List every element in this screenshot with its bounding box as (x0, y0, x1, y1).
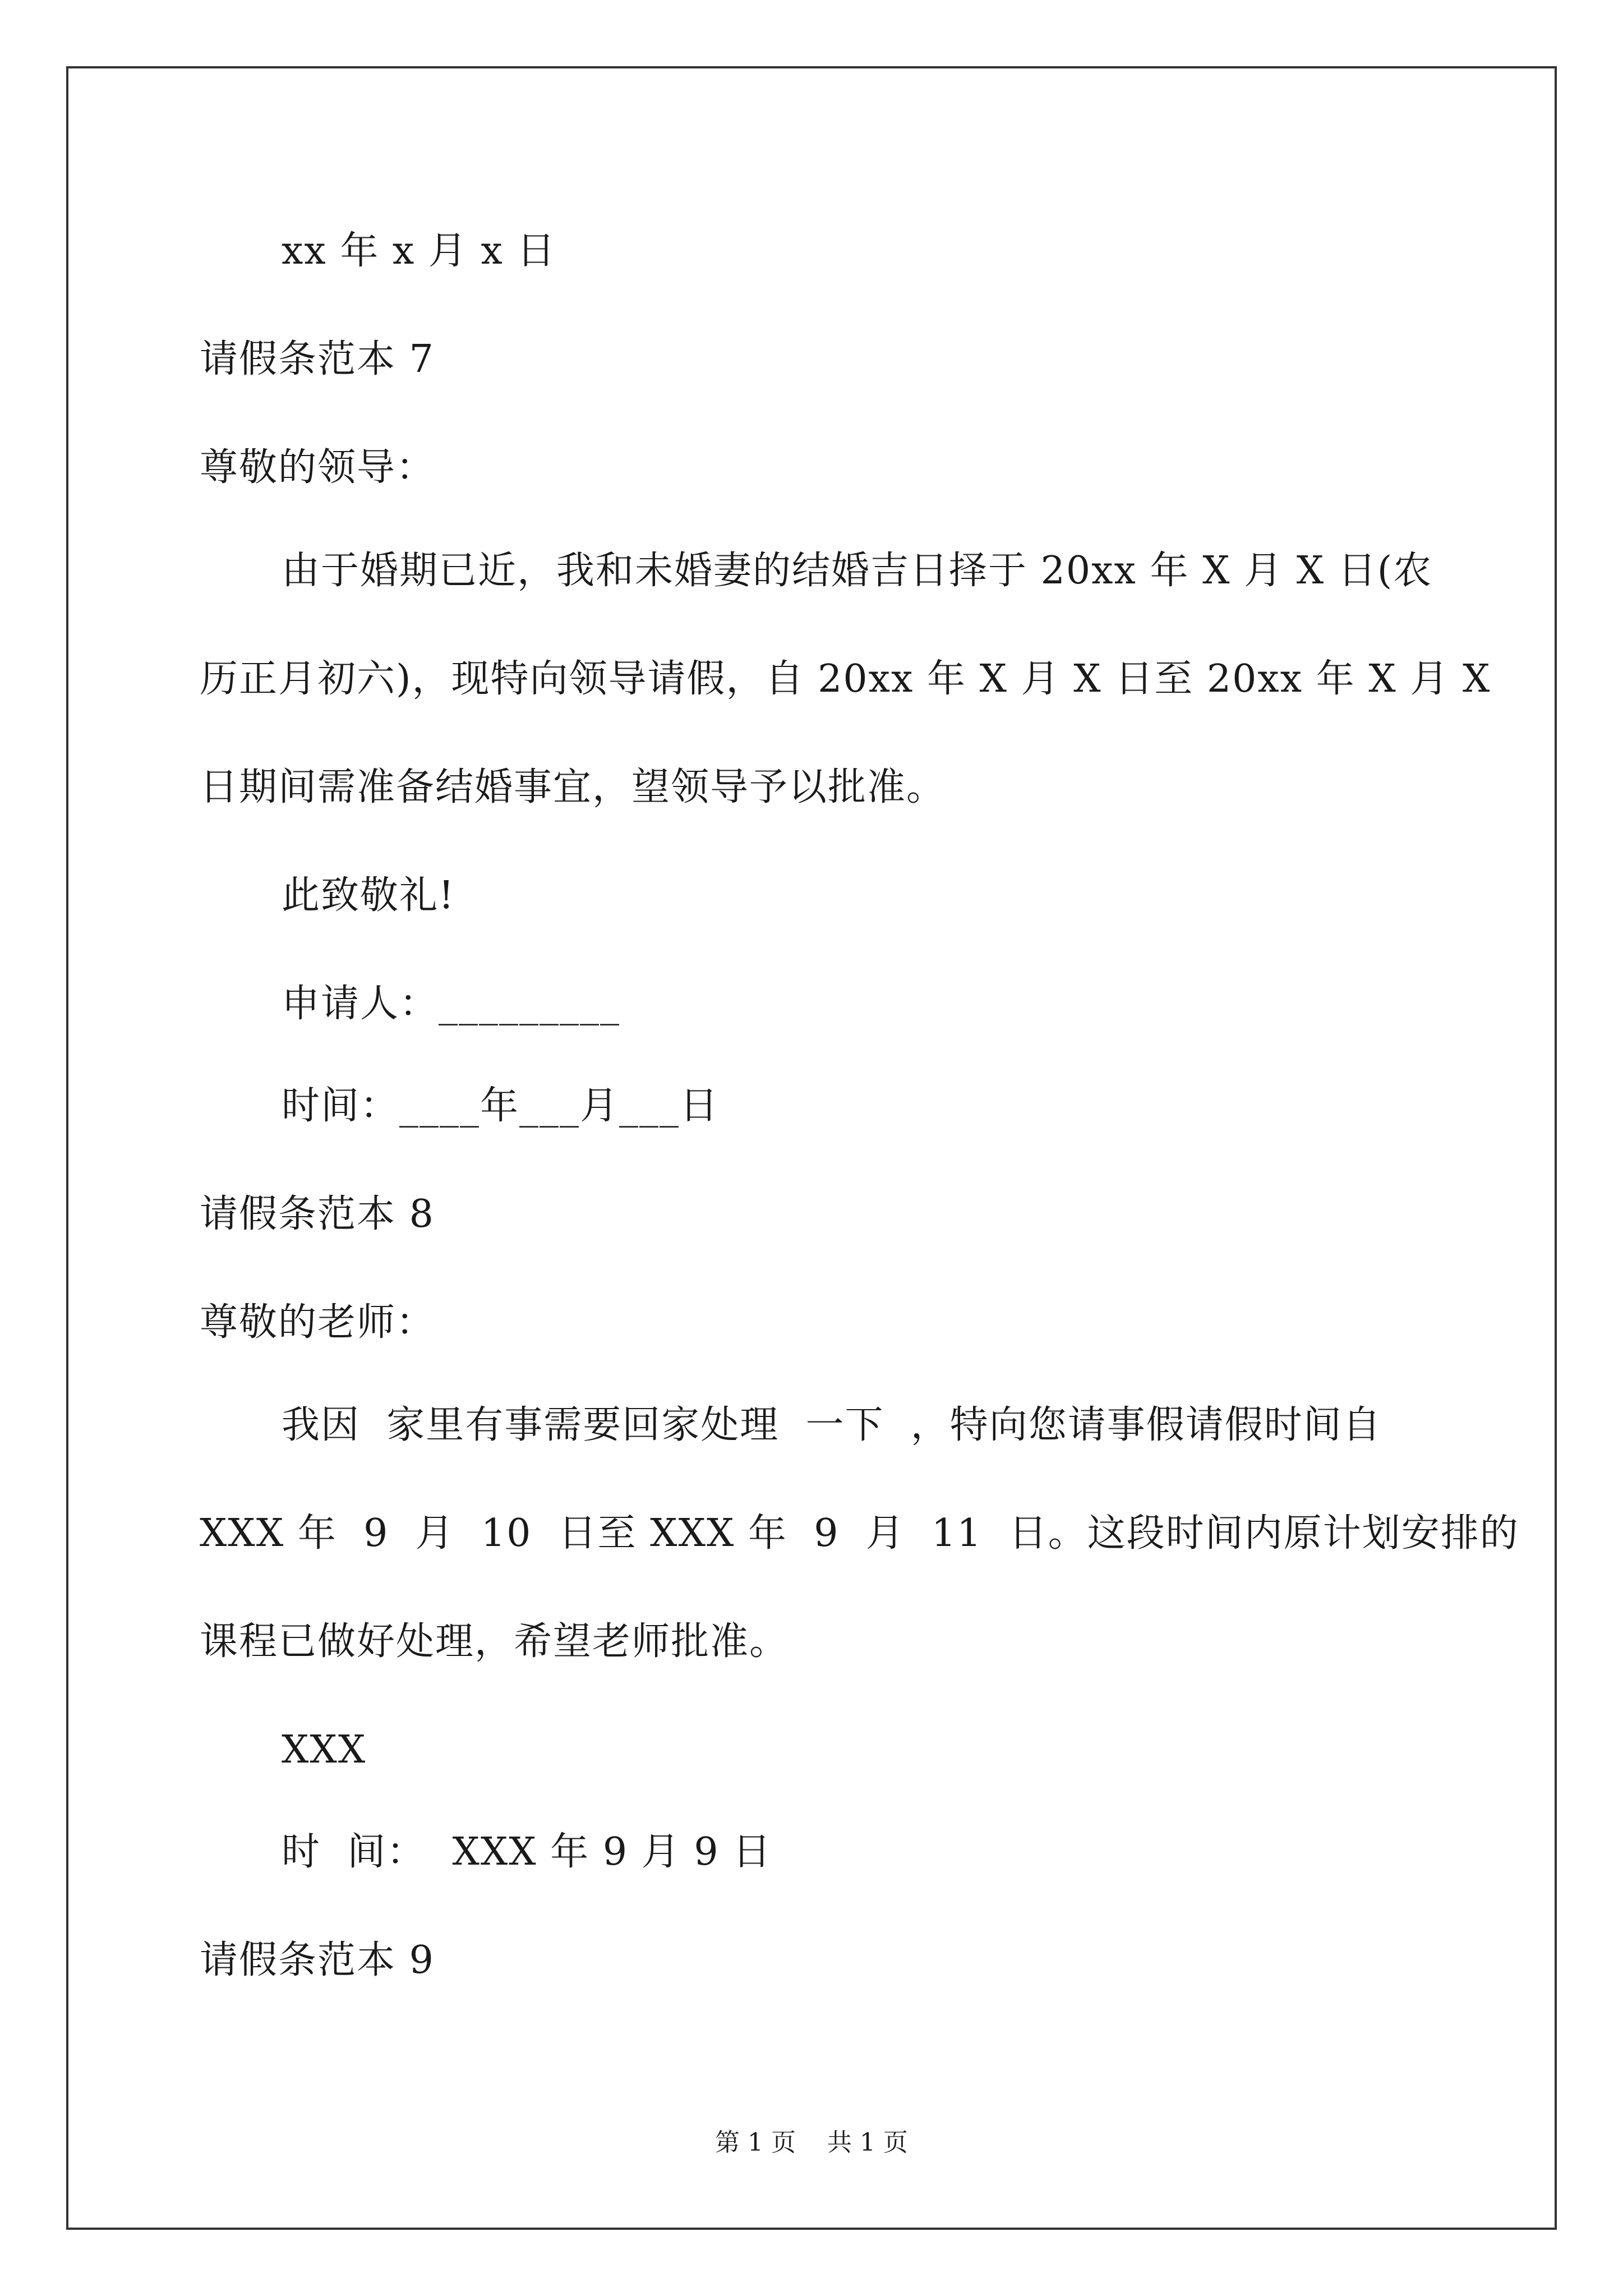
body-paragraph-8-line-2: XXX 年 9 月 10 日至 XXX 年 9 月 11 日。这段时间内原计划安排的 (200, 1511, 1519, 1556)
section-heading-8: 请假条范本 8 (200, 1192, 435, 1236)
body-paragraph-7-line-1: 由于婚期已近，我和未婚妻的结婚吉日择于 20xx 年 X 月 X 日(农 (282, 549, 1433, 593)
signature-name: XXX (282, 1728, 367, 1772)
page-border (66, 66, 1557, 2230)
date-line: xx 年 x 月 x 日 (282, 229, 556, 273)
page-footer: 第 1 页 共 1 页 (715, 2128, 908, 2157)
applicant-line: 申请人：_________ (282, 982, 621, 1026)
body-paragraph-8-line-3: 课程已做好处理，希望老师批准。 (200, 1619, 789, 1664)
body-paragraph-7-line-2: 历正月初六)，现特向领导请假，自 20xx 年 X 月 X 日至 20xx 年 X 月 X (200, 657, 1491, 701)
salutation-leader: 尊敬的领导： (200, 445, 436, 490)
signature-time: 时 间： XXX 年 9 月 9 日 (282, 1830, 772, 1874)
body-paragraph-8-line-1: 我因 家里有事需要回家处理 一下 ，特向您请事假请假时间自 (282, 1403, 1382, 1447)
section-heading-9: 请假条范本 9 (200, 1938, 435, 1982)
body-paragraph-7-line-3: 日期间需准备结婚事宜，望领导予以批准。 (200, 765, 946, 809)
section-heading-7: 请假条范本 7 (200, 337, 435, 381)
time-line: 时间：____年___月___日 (282, 1084, 720, 1128)
closing-regards: 此致敬礼! (282, 873, 455, 918)
salutation-teacher: 尊敬的老师： (200, 1300, 436, 1345)
